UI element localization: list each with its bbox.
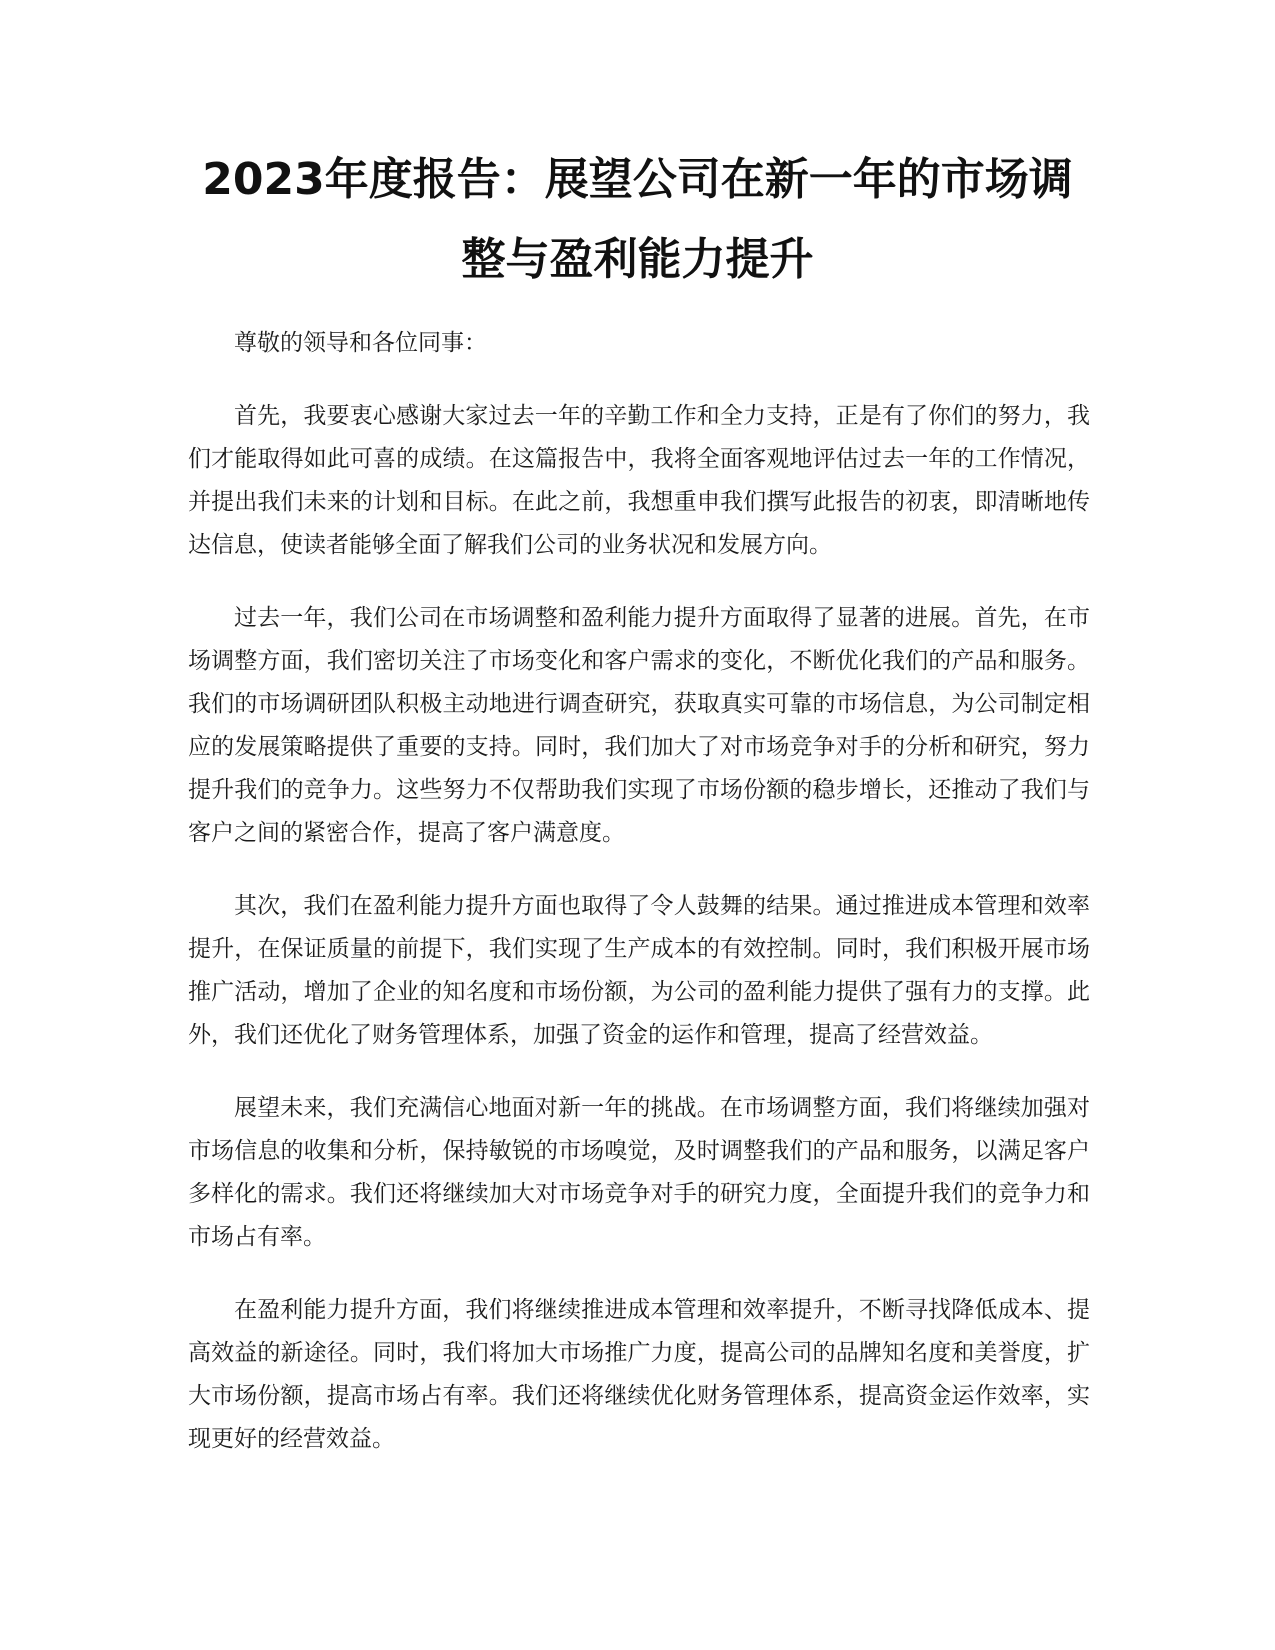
- paragraph-past-year: 过去一年，我们公司在市场调整和盈利能力提升方面取得了显著的进展。首先，在市场调整方面，我们密切关注了市场变化和客户需求的变化，不断优化我们的产品和服务。我们的市场调研团队积极主动地进行调查研究，获取真实可靠的市场信息，为公司制定相应的发展策略提供了重要的支持。同时，我们加大了对市场竞争对手的分析和研究，努力提升我们的竞争力。这些努力不仅帮助我们实现了市场份额的稳步增长，还推动了我们与客户之间的紧密合作，提高了客户满意度。: [188, 605, 1090, 846]
- title-line-1: 2023年度报告：展望公司在新一年的市场调: [202, 154, 1073, 205]
- salutation: 尊敬的领导和各位同事：: [234, 330, 487, 356]
- paragraph-outlook-market: 展望未来，我们充满信心地面对新一年的挑战。在市场调整方面，我们将继续加强对市场信息的收集和分析，保持敏锐的市场嗅觉，及时调整我们的产品和服务，以满足客户多样化的需求。我们还将继续加大对市场竞争对手的研究力度，全面提升我们的竞争力和市场占有率。: [188, 1095, 1090, 1250]
- document-body: [188, 322, 1090, 1491]
- paragraph-outlook-profit: 在盈利能力提升方面，我们将继续推进成本管理和效率提升，不断寻找降低成本、提高效益的新途径。同时，我们将加大市场推广力度，提高公司的品牌知名度和美誉度，扩大市场份额，提高市场占有率。我们还将继续优化财务管理体系，提高资金运作效率，实现更好的经营效益。: [188, 1297, 1090, 1452]
- title-line-2: 整与盈利能力提升: [461, 234, 814, 285]
- paragraph-profitability: 其次，我们在盈利能力提升方面也取得了令人鼓舞的结果。通过推进成本管理和效率提升，在保证质量的前提下，我们实现了生产成本的有效控制。同时，我们积极开展市场推广活动，增加了企业的知名度和市场份额，为公司的盈利能力提供了强有力的支撑。此外，我们还优化了财务管理体系，加强了资金的运作和管理，提高了经营效益。: [188, 893, 1090, 1048]
- document-title: [180, 140, 1095, 300]
- paragraph-thanks: 首先，我要衷心感谢大家过去一年的辛勤工作和全力支持，正是有了你们的努力，我们才能取得如此可喜的成绩。在这篇报告中，我将全面客观地评估过去一年的工作情况，并提出我们未来的计划和目标。在此之前，我想重申我们撰写此报告的初衷，即清晰地传达信息，使读者能够全面了解我们公司的业务状况和发展方向。: [188, 403, 1090, 558]
